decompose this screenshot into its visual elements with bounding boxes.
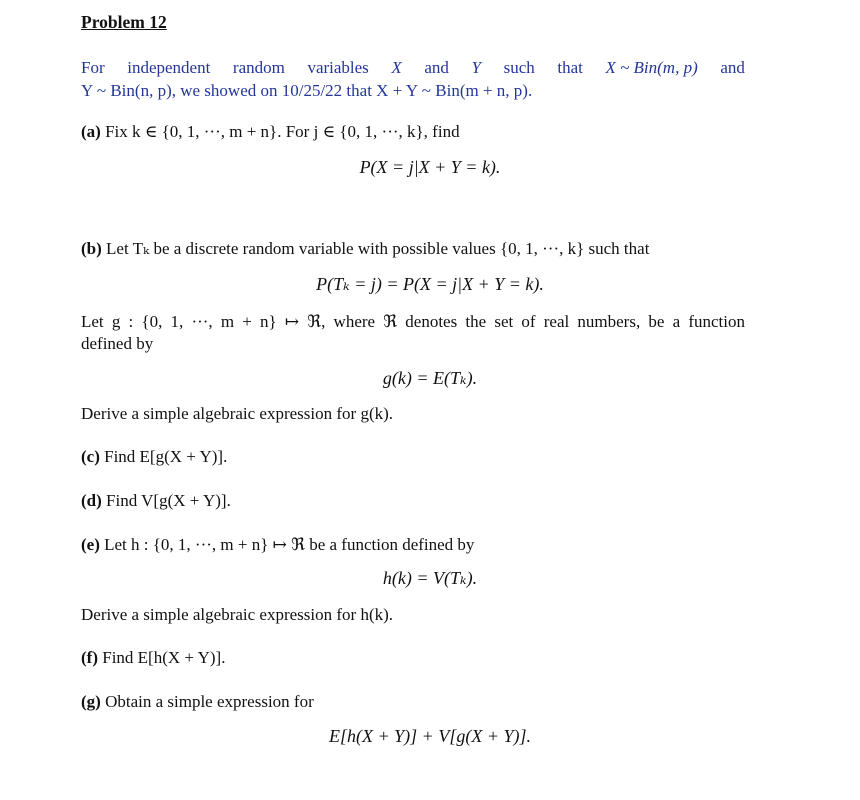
part-g-label: (g) [81, 692, 101, 711]
part-f-text: Find E[h(X + Y)]. [102, 648, 226, 667]
part-a-formula: P(X = j|X + Y = k). [359, 157, 501, 177]
intro-word: and [424, 58, 449, 77]
part-e-text: Let h : {0, 1, ···, m + n} ↦ ℜ be a function defined by [104, 535, 475, 554]
intro-word: For [81, 58, 105, 77]
part-b-text-2 [81, 312, 745, 332]
part-d-text: Find V[g(X + Y)]. [106, 491, 231, 510]
part-b-text-2-content: Let g : {0, 1, ···, m + n} ↦ ℜ, where ℜ denotes the set of real numbers, be a function [81, 312, 745, 331]
intro-word: X ~ Bin(m, p) [605, 58, 698, 77]
part-e-formula: h(k) = V(Tₖ). [382, 568, 478, 588]
part-b-formula-2: g(k) = E(Tₖ). [382, 368, 478, 388]
part-e [81, 535, 474, 555]
part-c [81, 447, 227, 467]
intro-line-2: Y ~ Bin(n, p), we showed on 10/25/22 that X + Y ~ Bin(m + n, p). [81, 81, 533, 100]
part-a-label: (a) [81, 122, 101, 141]
intro-word: independent [127, 58, 211, 77]
part-c-label: (c) [81, 447, 100, 466]
part-b-text-4: Derive a simple algebraic expression for g(k). [81, 404, 394, 423]
intro-line-1 [81, 58, 745, 78]
part-a-text: Fix k ∈ {0, 1, ···, m + n}. For j ∈ {0, 1, ···, k}, find [105, 122, 460, 141]
intro-word: random [232, 58, 285, 77]
part-b-formula-1: P(Tₖ = j) = P(X = j|X + Y = k). [316, 274, 544, 294]
intro-word: Y [471, 58, 481, 77]
part-c-text: Find E[g(X + Y)]. [104, 447, 228, 466]
part-e-text-2: Derive a simple algebraic expression for h(k). [81, 605, 394, 624]
part-b [81, 239, 649, 259]
intro-word: such [503, 58, 535, 77]
part-g-text: Obtain a simple expression for [105, 692, 314, 711]
part-e-label: (e) [81, 535, 100, 554]
part-f [81, 648, 225, 668]
part-a [81, 122, 460, 142]
part-d-label: (d) [81, 491, 102, 510]
part-g [81, 692, 314, 712]
part-b-label: (b) [81, 239, 102, 258]
part-d [81, 491, 231, 511]
part-b-text: Let Tₖ be a discrete random variable with possible values {0, 1, ···, k} such that [106, 239, 650, 258]
intro-word: X [391, 58, 402, 77]
intro-word: and [720, 58, 745, 77]
part-g-formula: E[h(X + Y)] + V[g(X + Y)]. [329, 726, 531, 746]
intro-word: variables [307, 58, 369, 77]
intro-word: that [557, 58, 583, 77]
problem-title: Problem 12 [81, 12, 167, 32]
part-b-text-3: defined by [81, 334, 154, 353]
part-f-label: (f) [81, 648, 98, 667]
